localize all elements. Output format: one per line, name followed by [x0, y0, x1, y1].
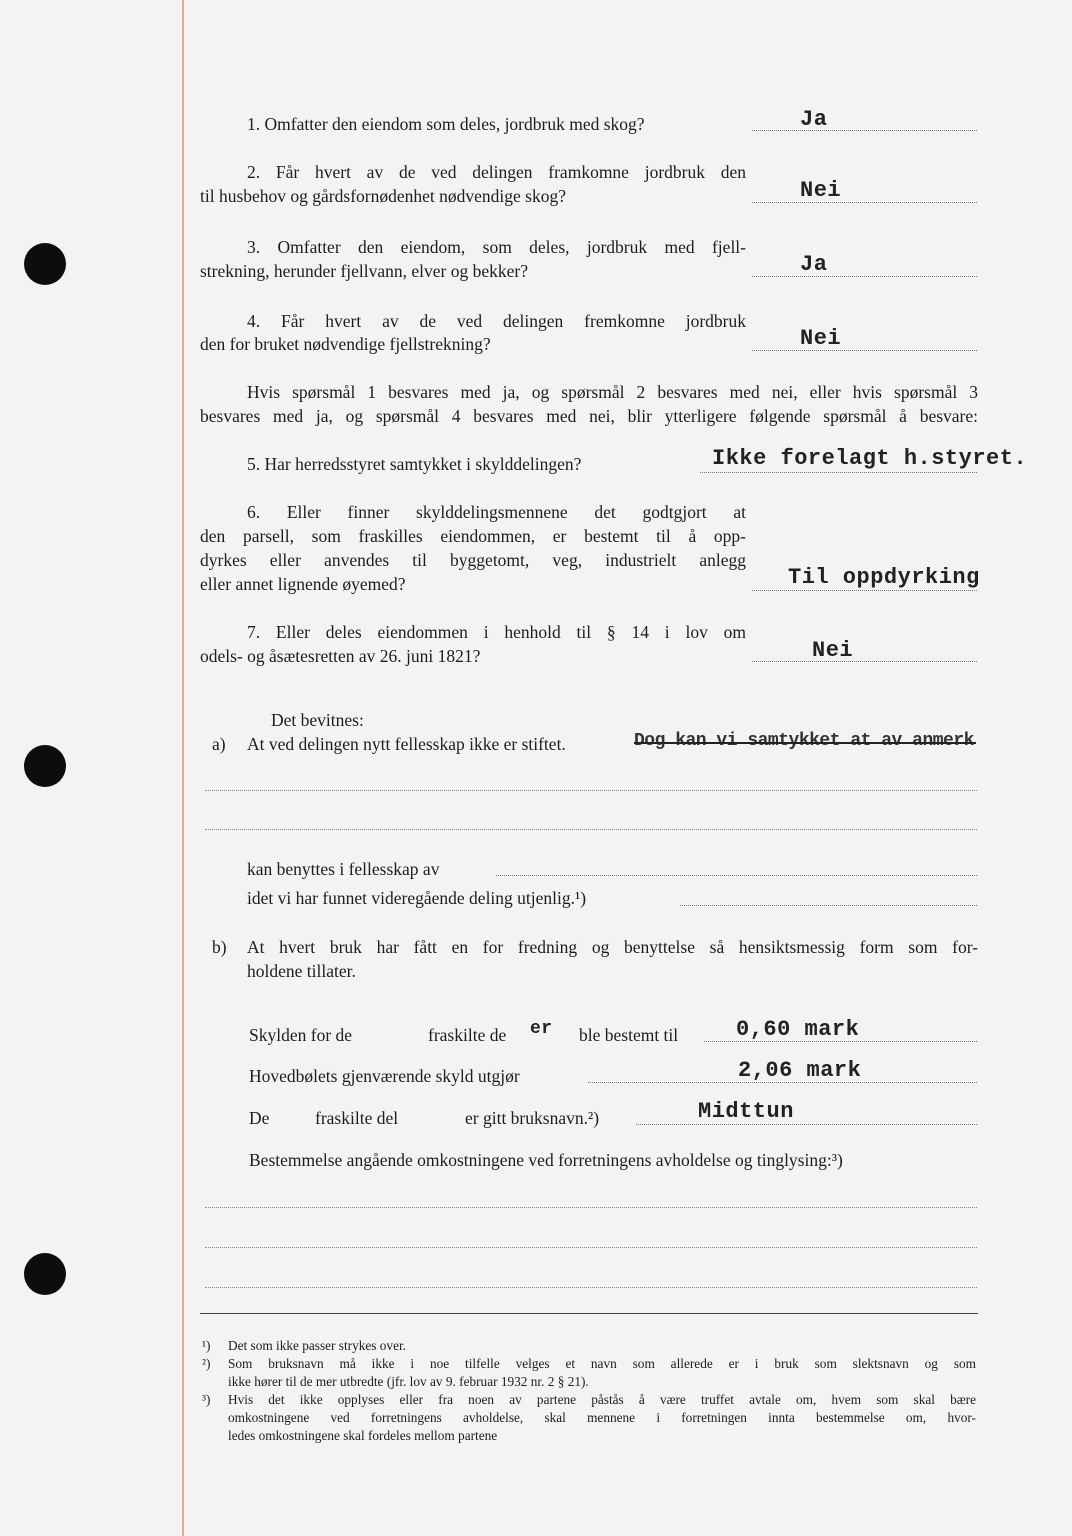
bruksnavn-value: Midttun	[698, 1099, 794, 1124]
blank-line	[205, 1247, 977, 1248]
skyld-value: 0,60 mark	[736, 1017, 860, 1042]
blank-line	[205, 1287, 977, 1288]
question-4-line-1: 4. Får hvert av de ved delingen fremkomne jordbruk	[247, 311, 746, 331]
question-5: 5. Har herredsstyret samtykket i skylddelingen?	[247, 454, 582, 474]
answer-line	[636, 1124, 977, 1125]
punch-hole	[24, 243, 66, 285]
skyld-label-a: Skylden for de	[249, 1025, 353, 1045]
question-6-line-1: 6. Eller finner skylddelingsmennene det godtgjort at	[247, 502, 746, 522]
answer-4: Nei	[800, 326, 842, 351]
answer-2: Nei	[800, 178, 842, 203]
footnote-3-line-3: ledes omkostningene skal fordeles mellom partene	[228, 1428, 498, 1443]
answer-line	[752, 202, 977, 203]
answer-line	[752, 661, 977, 662]
footnote-2-mark: ²)	[202, 1356, 211, 1371]
item-b-line-2: holdene tillater.	[247, 961, 356, 981]
footnote-3-line-1: Hvis det ikke opplyses eller fra noen av partene påstås å være truffet avtale om, hvem som skal bære	[228, 1392, 976, 1407]
question-6-line-2: den parsell, som fraskilles eiendommen, er bestemt til å opp-	[200, 526, 746, 546]
answer-5: Ikke forelagt h.styret.	[712, 446, 1028, 471]
footnote-1-text: Det som ikke passer strykes over.	[228, 1338, 406, 1353]
item-a-marker: a)	[212, 734, 226, 754]
blank-line	[205, 790, 977, 791]
answer-7: Nei	[812, 638, 854, 663]
question-3-line-2: strekning, herunder fjellvann, elver og bekker?	[200, 261, 528, 281]
hovedbol-label: Hovedbølets gjenværende skyld utgjør	[249, 1066, 520, 1086]
footnote-1-mark: ¹)	[202, 1338, 211, 1353]
question-2-line-2: til husbehov og gårdsfornødenhet nødvendige skog?	[200, 186, 566, 206]
footnote-2-line-1: Som bruksnavn må ikke i noe tilfelle velges et navn som allerede er i bruk som slektsnavn og som	[228, 1356, 976, 1371]
question-7-line-1: 7. Eller deles eiendommen i henhold til § 14 i lov om	[247, 622, 746, 642]
blank-line	[680, 905, 977, 906]
question-6-line-4: eller annet lignende øyemed?	[200, 574, 406, 594]
question-3-line-1: 3. Omfatter den eiendom, som deles, jordbruk med fjell-	[247, 237, 746, 257]
kan-benyttes-text: kan benyttes i fellesskap av	[247, 859, 440, 879]
bevitnes-heading: Det bevitnes:	[271, 710, 364, 730]
item-a-text: At ved delingen nytt fellesskap ikke er stiftet.	[247, 734, 566, 754]
footnote-2-line-2: ikke hører til de mer utbredte (jfr. lov av 9. februar 1932 nr. 2 § 21).	[228, 1374, 589, 1389]
skyld-label-c: ble bestemt til	[579, 1025, 679, 1045]
blank-line	[205, 1207, 977, 1208]
answer-3: Ja	[800, 252, 828, 277]
item-b-marker: b)	[212, 937, 227, 957]
answer-line	[752, 130, 977, 131]
struck-typed-text: Dog kan vi samtykket at av anmerk	[634, 731, 976, 751]
answer-1: Ja	[800, 107, 828, 132]
punch-hole	[24, 745, 66, 787]
answer-6: Til oppdyrking	[788, 565, 980, 590]
punch-hole	[24, 1253, 66, 1295]
question-4-line-2: den for bruket nødvendige fjellstrekning?	[200, 334, 491, 354]
blank-line	[205, 829, 977, 830]
bruksnavn-label-a: De	[249, 1108, 270, 1128]
answer-line	[700, 472, 977, 473]
footnote-separator	[200, 1313, 978, 1314]
bruksnavn-label-c: er gitt bruksnavn.²)	[465, 1108, 600, 1128]
question-7-line-2: odels- og åsætesretten av 26. juni 1821?	[200, 646, 481, 666]
answer-line	[752, 276, 977, 277]
footnote-3-line-2: omkostningene ved forretningens avholdelse, skal mennene i forretningen innta bestemmelse om, hvor-	[228, 1410, 976, 1425]
idet-text: idet vi har funnet videregående deling utjenlig.¹)	[247, 888, 587, 908]
bruksnavn-label-b: fraskilte del	[315, 1108, 399, 1128]
answer-line	[752, 590, 977, 591]
footnote-3-mark: ³)	[202, 1392, 211, 1407]
margin-line	[182, 0, 184, 1536]
question-2-line-1: 2. Får hvert av de ved delingen framkomne jordbruk den	[247, 162, 746, 182]
condition-line-2: besvares med ja, og spørsmål 4 besvares med nei, blir ytterligere følgende spørsmål å besvare:	[200, 406, 978, 426]
typed-er: er	[530, 1019, 553, 1039]
skyld-label-b: fraskilte de	[428, 1025, 507, 1045]
blank-line	[496, 875, 977, 876]
condition-line-1: Hvis spørsmål 1 besvares med ja, og spørsmål 2 besvares med nei, eller hvis spørsmål 3	[247, 382, 978, 402]
question-6-line-3: dyrkes eller anvendes til byggetomt, veg, industrielt anlegg	[200, 550, 746, 570]
bestemmelse-label: Bestemmelse angående omkostningene ved forretningens avholdelse og tinglysing:³)	[249, 1150, 843, 1170]
answer-line	[752, 350, 977, 351]
hovedbol-value: 2,06 mark	[738, 1058, 862, 1083]
item-b-line-1: At hvert bruk har fått en for fredning og benyttelse så hensiktsmessig form som for-	[247, 937, 978, 957]
question-1: 1. Omfatter den eiendom som deles, jordbruk med skog?	[247, 114, 645, 134]
